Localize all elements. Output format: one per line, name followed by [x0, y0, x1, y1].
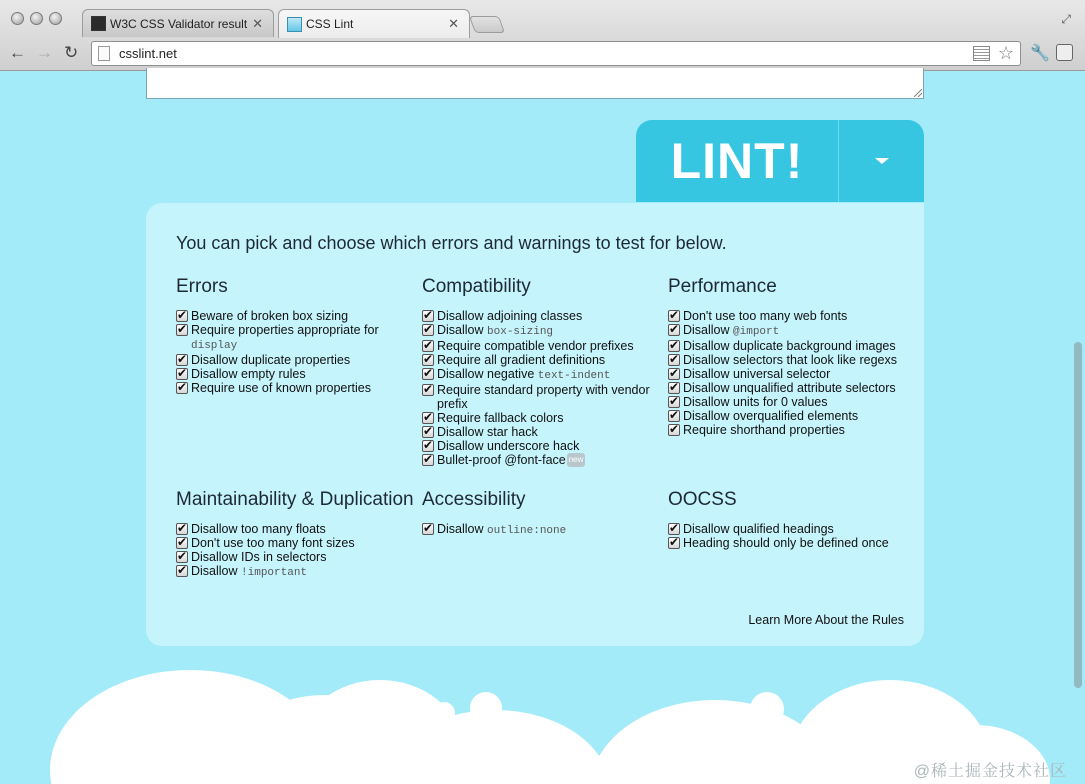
rule-label [191, 564, 416, 580]
rule-label [437, 309, 662, 323]
rule-option[interactable] [668, 367, 908, 381]
rule-label-text: Don't use too many web fonts [683, 309, 848, 323]
rule-label-text: Require standard property with vendor prefix [437, 383, 650, 411]
resize-grip-icon[interactable] [914, 89, 922, 97]
rule-label-text: Disallow [683, 323, 734, 337]
rule-label [191, 367, 416, 381]
rule-label-text: Disallow star hack [437, 425, 538, 439]
csslint-favicon-icon [287, 17, 302, 32]
rule-label [437, 522, 662, 538]
rule-option[interactable] [668, 522, 908, 536]
rule-option[interactable] [176, 323, 416, 353]
rule-option[interactable] [422, 411, 662, 425]
rule-checkbox[interactable] [176, 354, 188, 366]
rule-label [191, 323, 416, 353]
rule-label [437, 323, 662, 339]
rule-label-text: Disallow duplicate properties [191, 353, 351, 367]
rule-label [683, 309, 908, 323]
rule-label [683, 409, 908, 423]
rule-option[interactable] [176, 564, 416, 580]
rule-label [437, 439, 662, 453]
rule-group-title: Performance [668, 276, 777, 297]
rule-code: !important [241, 567, 308, 579]
rule-label-text: Disallow qualified headings [683, 522, 834, 536]
rule-checkbox[interactable] [668, 410, 680, 422]
rule-option[interactable] [176, 536, 416, 550]
rule-checkbox[interactable] [668, 523, 680, 535]
rule-label-text: Disallow [437, 522, 488, 536]
rule-label [191, 536, 416, 550]
rule-label [683, 522, 908, 536]
rule-label-text: Disallow selectors that look like regexs [683, 353, 897, 367]
rule-label-text: Require use of known properties [191, 381, 371, 395]
new-tab-button[interactable] [469, 16, 505, 33]
rule-label-text: Disallow negative [437, 367, 538, 381]
tab-close-icon[interactable]: ✕ [252, 15, 263, 31]
tab-title: CSS Lint [306, 17, 354, 31]
rule-label [683, 353, 908, 367]
rule-option[interactable] [176, 367, 416, 381]
tab-title: W3C CSS Validator result [110, 16, 248, 31]
clouds-decoration [0, 640, 1072, 784]
rule-option[interactable] [422, 323, 662, 339]
rule-label [191, 381, 416, 395]
rule-label-text: Require fallback colors [437, 411, 564, 425]
rule-option[interactable] [422, 425, 662, 439]
rule-label-text: Disallow unqualified attribute selectors [683, 381, 896, 395]
rule-label [437, 411, 662, 425]
rule-checkbox[interactable] [668, 537, 680, 549]
rule-label-text: Disallow overqualified elements [683, 409, 859, 423]
rule-checkbox[interactable] [176, 382, 188, 394]
address-bar[interactable] [91, 41, 1021, 66]
rule-label-text: Disallow duplicate background images [683, 339, 896, 353]
rule-option[interactable] [422, 353, 662, 367]
lint-button-group [636, 120, 924, 202]
rule-checkbox[interactable] [668, 396, 680, 408]
rule-label [437, 353, 662, 367]
rule-checkbox[interactable] [422, 412, 434, 424]
wrench-icon[interactable]: 🔧 [1030, 45, 1050, 62]
url-text[interactable]: csslint.net [119, 46, 177, 61]
rule-label-text: Disallow units for 0 values [683, 395, 828, 409]
rule-option[interactable] [668, 536, 908, 550]
rule-checkbox[interactable] [176, 310, 188, 322]
rule-option[interactable] [422, 367, 662, 383]
rule-option[interactable] [176, 353, 416, 367]
rule-option[interactable] [176, 550, 416, 564]
rule-group-errors [176, 275, 416, 395]
rule-option[interactable] [668, 309, 908, 323]
rule-group-title: Maintainability & Duplication [176, 489, 414, 510]
minimize-window-button[interactable] [30, 12, 43, 25]
rule-label-text: Require properties appropriate for [191, 323, 379, 337]
rule-option[interactable] [422, 439, 662, 453]
rule-code: box-sizing [487, 326, 554, 338]
rule-code: text-indent [537, 370, 611, 382]
rule-label-text: Require shorthand properties [683, 423, 845, 437]
rule-label-text: Disallow empty rules [191, 367, 306, 381]
rule-option[interactable] [668, 381, 908, 395]
tab-close-icon[interactable]: ✕ [448, 16, 459, 31]
rule-checkbox[interactable] [668, 340, 680, 352]
rule-checkbox[interactable] [422, 454, 434, 466]
rule-label [191, 522, 416, 536]
window-controls [11, 12, 62, 25]
bookmark-star-icon[interactable]: ☆ [997, 43, 1014, 63]
rule-group-title: OOCSS [668, 489, 737, 510]
rule-label-text: Don't use too many font sizes [191, 536, 355, 550]
rule-label [437, 339, 662, 353]
scrollbar-thumb[interactable] [1074, 342, 1082, 688]
rule-label [437, 453, 662, 467]
rule-checkbox[interactable] [176, 523, 188, 535]
rule-checkbox[interactable] [422, 426, 434, 438]
rule-code: outline:none [487, 525, 567, 537]
rule-label [683, 423, 908, 437]
rules-options-panel [146, 203, 924, 646]
rule-group-compatibility [422, 275, 662, 467]
rule-group-oocss [668, 488, 908, 550]
rule-label [683, 339, 908, 353]
rule-checkbox[interactable] [668, 368, 680, 380]
rule-checkbox[interactable] [422, 384, 434, 396]
rule-option[interactable] [422, 339, 662, 353]
rule-checkbox[interactable] [422, 340, 434, 352]
rule-label [683, 367, 908, 381]
rule-group-title: Compatibility [422, 276, 531, 297]
rule-group-maintainability [176, 488, 416, 580]
rule-label [191, 353, 416, 367]
rule-label-text: Beware of broken box sizing [191, 309, 349, 323]
rule-option[interactable] [668, 323, 908, 339]
rule-checkbox[interactable] [668, 424, 680, 436]
page-icon [98, 46, 110, 61]
browser-chrome [0, 0, 1085, 71]
lint-options-dropdown[interactable] [839, 120, 924, 202]
rule-option[interactable] [176, 381, 416, 395]
rule-label-text: Disallow IDs in selectors [191, 550, 327, 564]
rule-checkbox[interactable] [668, 310, 680, 322]
rule-checkbox[interactable] [176, 324, 188, 336]
rule-label-text: Disallow underscore hack [437, 439, 580, 453]
rule-label [437, 367, 662, 383]
tab-w3c-validator[interactable] [82, 9, 274, 37]
fullscreen-icon[interactable]: ⤢ [1061, 12, 1071, 26]
page-scrollbar[interactable] [1072, 72, 1085, 784]
rule-code: @import [733, 326, 780, 338]
rule-label-text: Disallow universal selector [683, 367, 831, 381]
rule-checkbox[interactable] [422, 523, 434, 535]
rule-label-text: Disallow adjoining classes [437, 309, 583, 323]
rule-label-text: Bullet-proof @font-face [437, 453, 566, 467]
rule-label-text: Disallow [437, 323, 488, 337]
rule-option[interactable] [668, 339, 908, 353]
rule-label-text: Disallow too many floats [191, 522, 326, 536]
reload-icon[interactable]: ↻ [64, 43, 79, 62]
rule-option[interactable] [176, 522, 416, 536]
rule-group-title: Errors [176, 276, 228, 297]
rule-label-text: Heading should only be defined once [683, 536, 889, 550]
rule-label-text: Disallow [191, 564, 242, 578]
w3c-favicon-icon [91, 16, 106, 31]
rule-label [683, 395, 908, 409]
rule-label [683, 536, 908, 550]
rule-label-text: Require all gradient definitions [437, 353, 606, 367]
rule-group-accessibility [422, 488, 662, 538]
rule-checkbox[interactable] [422, 440, 434, 452]
rule-option[interactable] [668, 409, 908, 423]
rule-code: display [191, 340, 238, 352]
rule-label [683, 323, 908, 339]
rule-option[interactable] [422, 522, 662, 538]
rule-option[interactable] [176, 309, 416, 323]
rule-group-performance [668, 275, 908, 437]
rule-option[interactable] [668, 423, 908, 437]
tab-csslint[interactable] [278, 9, 470, 38]
caret-down-icon [875, 158, 889, 164]
rule-checkbox[interactable] [422, 354, 434, 366]
rule-option[interactable] [668, 353, 908, 367]
rule-label [437, 425, 662, 439]
back-arrow-icon[interactable]: ← [9, 43, 26, 62]
learn-more-link[interactable]: Learn More About the Rules [748, 613, 904, 627]
rule-checkbox[interactable] [176, 537, 188, 549]
rule-group-title: Accessibility [422, 489, 526, 510]
rule-checkbox[interactable] [176, 368, 188, 380]
rule-checkbox[interactable] [422, 368, 434, 380]
watermark-text: @稀土掘金技术社区 [913, 763, 1067, 780]
rule-option[interactable] [422, 383, 662, 411]
rule-label [191, 309, 416, 323]
rule-option[interactable] [422, 309, 662, 323]
zoom-window-button[interactable] [49, 12, 62, 25]
extension-icon[interactable] [1056, 44, 1073, 61]
css-input-textarea[interactable] [146, 68, 924, 99]
rule-checkbox[interactable] [176, 551, 188, 563]
page-action-icon[interactable] [973, 46, 990, 61]
rule-checkbox[interactable] [668, 354, 680, 366]
rule-option[interactable] [422, 453, 662, 467]
rule-checkbox[interactable] [422, 324, 434, 336]
rule-label [191, 550, 416, 564]
rule-label [683, 381, 908, 395]
rule-option[interactable] [668, 395, 908, 409]
rule-checkbox[interactable] [176, 565, 188, 577]
new-badge: new [567, 453, 586, 467]
rule-checkbox[interactable] [668, 382, 680, 394]
rule-checkbox[interactable] [668, 324, 680, 336]
forward-arrow-icon[interactable]: → [36, 43, 53, 62]
rule-label-text: Require compatible vendor prefixes [437, 339, 634, 353]
close-window-button[interactable] [11, 12, 24, 25]
lint-button[interactable]: LINT! [636, 120, 839, 202]
rule-label [437, 383, 662, 411]
rule-checkbox[interactable] [422, 310, 434, 322]
options-intro: You can pick and choose which errors and warnings to test for below. [176, 233, 727, 253]
